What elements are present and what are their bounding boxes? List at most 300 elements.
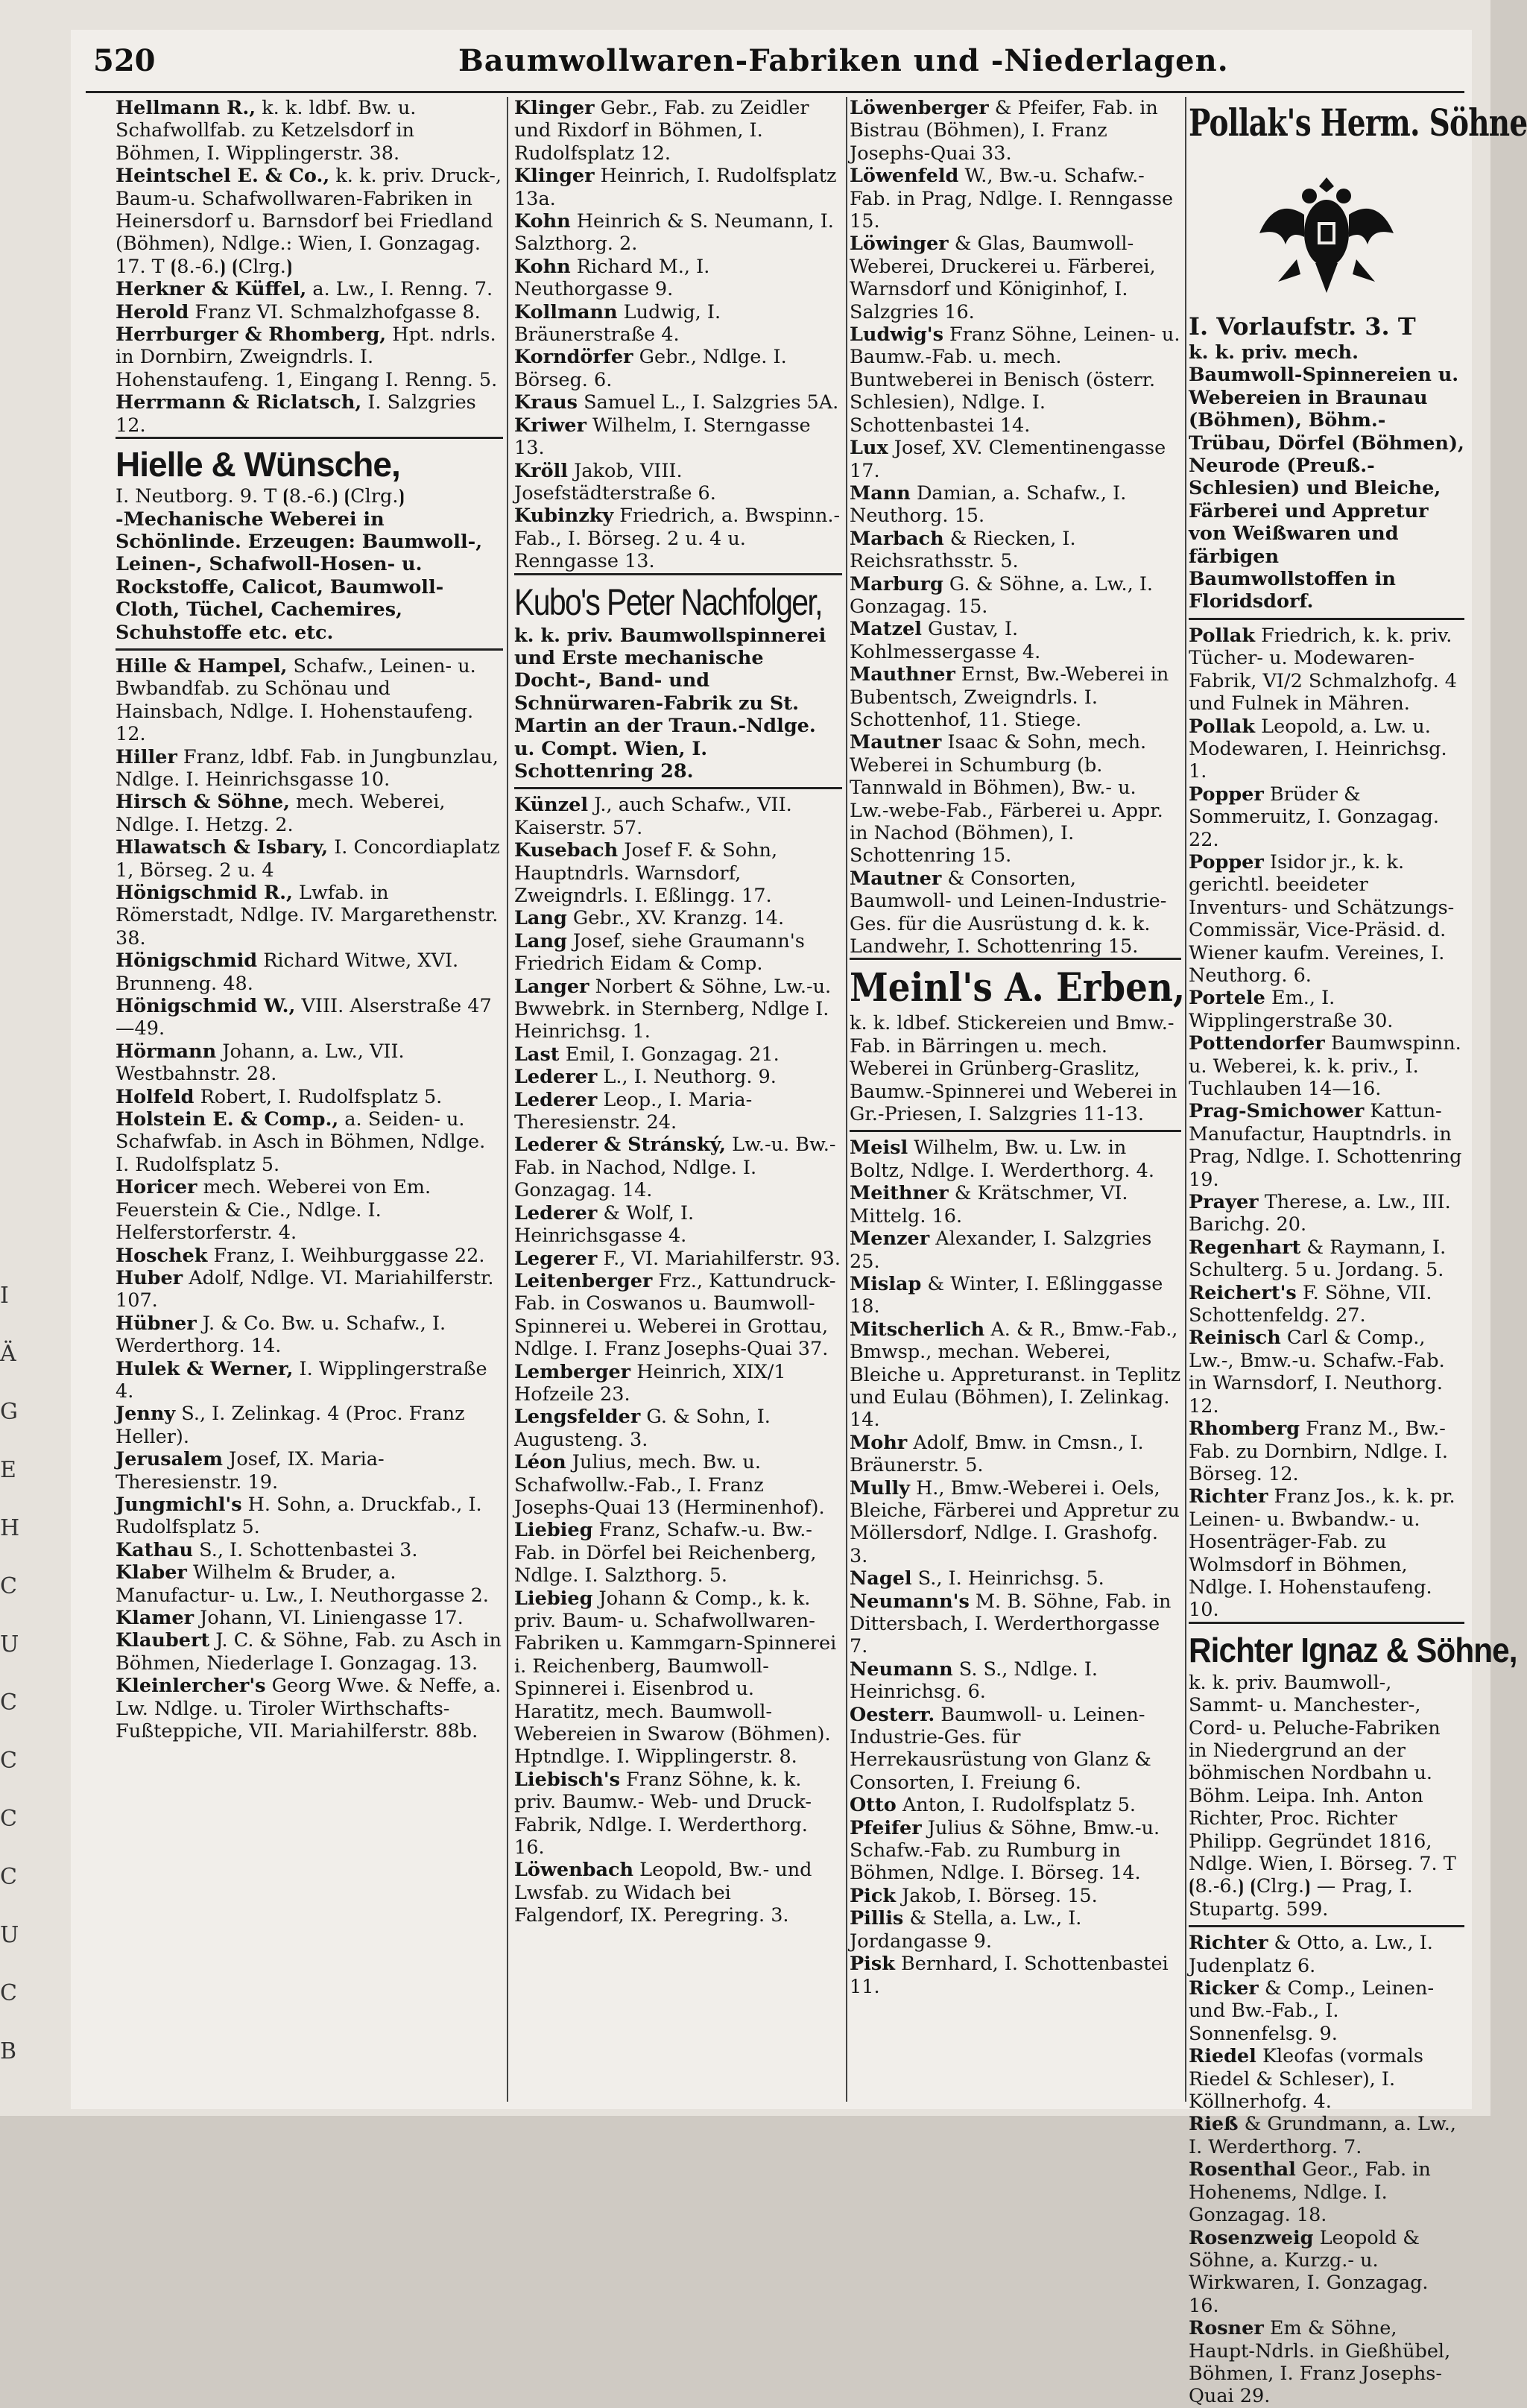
entry-details: Gebr., Fab. zu Zeidler und Rixdorf in Böhmen, I. Rudolfsplatz 12. [514,97,809,165]
entry-name: Oesterr. [850,1703,935,1726]
directory-entry [514,1066,842,1088]
column-2 [514,97,842,2102]
directory-entry [1189,1418,1464,1485]
directory-entry [1189,1100,1464,1191]
entry-details: Hpt. ndrls. in Dornbirn, Zweigndrls. I. Hohenstaufeng. 1, Eingang I. Renng. 5. [116,323,498,391]
margin-mark: U [0,1631,19,1658]
directory-entry [116,1494,503,1539]
entry-name: Popper [1189,783,1264,806]
entry-details: Robert, I. Rudolfsplatz 5. [194,1085,443,1108]
directory-entry [116,1312,503,1358]
directory-entry [850,1794,1181,1816]
directory-entry [514,1519,842,1587]
entry-name: Pollak [1189,715,1256,738]
directory-entry [514,414,842,460]
entry-name: Kröll [514,459,568,482]
advert-body: k. k. ldbef. Stickereien und Bmw.-Fab. in Bärringen u. mech. Weberei in Grünberg-Graslitz, Baumw.-Spinnerei und Weberei in Gr.-Priesen, I. Salzgries 11-13. [850,1012,1177,1126]
entry-name: Pick [850,1884,897,1907]
directory-entry [1189,625,1464,715]
margin-mark: E [0,1457,16,1483]
double-eagle-crest-icon [1256,162,1397,304]
advert-body: k. k. priv. mech. Baumwoll-Spinnereien u. Webereien in Braunau (Böhmen), Böhm.-Trübau, Dörfel (Böhmen), Neurode (Preuß.-Schlesien) und Bleiche, Färberei und Appretur von Weißwaren und färbigen Baumwollstoffen in Floridsdorf. [1189,341,1464,613]
entry-name: Prayer [1189,1191,1259,1214]
entry-name: Klinger [514,97,595,119]
entry-name: Jerusalem [116,1448,224,1471]
directory-entry [514,256,842,301]
entry-details: Julius, mech. Bw. u. Schafwollw.-Fab., I. Franz Josephs-Quai 13 (Herminenhof). [514,1451,825,1519]
kubo-advert [514,573,842,790]
entry-name: Lederer [514,1066,598,1089]
entry-name: Regenhart [1189,1236,1301,1259]
entry-details: Kattun-Manufactur, Hauptndrls. in Prag, Ndlge. I. Schottenring 19. [1189,1100,1462,1191]
directory-entry [116,1176,503,1244]
page-sheet [71,30,1527,2408]
entry-name: Ricker [1189,1977,1259,2000]
directory-entry [1189,2045,1464,2113]
entry-details: & Krätschmer, VI. Mittelg. 16. [850,1182,1128,1227]
entry-name: Künzel [514,794,589,817]
entry-name: Marburg [850,572,943,595]
advert-title: Meinl's A. Erben, [850,965,1186,1011]
entry-details: I. Wipplingerstraße 4. [116,1357,487,1403]
entry-details: Ludwig, I. Bräunerstraße 4. [514,300,721,347]
entry-name: Hille & Hampel, [116,654,288,677]
entry-name: Mislap [850,1272,922,1295]
entry-details: Damian, a. Schafw., I. Neuthorg. 15. [850,481,1127,528]
entry-details: G. & Sohn, I. Augusteng. 3. [514,1406,771,1451]
directory-entry [850,233,1181,323]
directory-entry [850,1907,1181,1953]
entry-name: Hellmann R., [116,97,256,119]
directory-entry [850,663,1181,731]
entry-details: S., I. Schottenbastei 3. [193,1538,418,1561]
directory-entry [1189,2317,1464,2408]
directory-entry [116,791,503,836]
entry-details: Franz Söhne, Leinen- u. Baumw.-Fab. u. mech. Buntweberei in Benisch (österr. Schlesien), Ndlge. I. Schottenbastei 14. [850,323,1180,437]
entry-name: Liebieg [514,1519,593,1542]
entry-details: Friedrich, k. k. priv. Tücher- u. Modewaren-Fabrik, VI/2 Schmalzhofg. 4 und Fulnek in Mähren. [1189,624,1458,715]
entry-name: Kubinzky [514,505,614,528]
entry-name: Kohn [514,210,571,233]
directory-entry [1189,2158,1464,2226]
entry-name: Klaber [116,1561,187,1584]
directory-entry [116,391,503,437]
entry-list [116,655,503,1743]
entry-details: H. Sohn, a. Druckfab., I. Rudolfsplatz 5. [116,1493,482,1539]
entry-name: Reichert's [1189,1281,1297,1304]
entry-details: Richard Witwe, XVI. Brunneng. 48. [116,949,459,995]
directory-entry [1189,1932,1464,1977]
hielle-advert [116,437,503,651]
directory-entry [1189,1191,1464,1236]
column-1 [116,97,503,2102]
directory-entry [514,301,842,347]
entry-list [514,97,842,573]
directory-entry [116,1629,503,1675]
entry-details: Norbert & Söhne, Lw.-u. Bwwebrk. in Sternberg, Ndlge I. Heinrichsg. 1. [514,975,832,1043]
entry-name: Hörmann [116,1040,217,1063]
directory-entry [116,746,503,791]
directory-entry [850,1590,1181,1658]
entry-details: F., VI. Mariahilferstr. 93. [597,1247,841,1270]
column-4 [1189,97,1527,2408]
directory-entry [116,1403,503,1448]
directory-entry [116,836,503,882]
entry-details: Samuel L., I. Salzgries 5A. [578,391,839,414]
margin-mark: C [0,1864,17,1890]
entry-details: Adolf, Ndlge. VI. Mariahilferstr. 107. [116,1266,494,1312]
directory-entry [850,618,1181,663]
entry-details: & Stella, a. Lw., I. Jordangasse 9. [850,1907,1082,1953]
advert-title: Hielle & Wünsche, [116,445,400,484]
entry-name: Matzel [850,618,922,641]
entry-details: Friedrich, a. Bwspinn.-Fab., I. Börseg. 2 u. 4 u. Renngasse 13. [514,505,841,573]
directory-entry [850,1227,1181,1273]
entry-name: Kleinlercher's [116,1675,266,1698]
entry-name: Hübner [116,1312,197,1335]
pollak-advert [1189,97,1527,620]
entry-details: J., auch Schafw., VII. Kaiserstr. 57. [514,794,792,839]
directory-entry [514,1270,842,1361]
entry-name: Kohn [514,255,571,278]
entry-details: A. & R., Bmw.-Fab., Bmwsp., mechan. Weberei, Bleiche u. Appreturanst. in Teplitz und Eulau (Böhmen), I. Zelinkag. 14. [850,1318,1181,1432]
entry-name: Kusebach [514,839,619,862]
entry-details: Em., I. Wipplingerstraße 30. [1189,987,1394,1032]
advert-body: -Mechanische Weberei in Schönlinde. Erzeugen: Baumwoll-, Leinen-, Schafwoll-Hosen- u. Rockstoffe, Calicot, Baumwoll-Cloth, Tüchel, Cachemires, Schuhstoffe etc. etc. [116,508,483,644]
entry-details: S., I. Zelinkag. 4 (Proc. Franz Heller). [116,1403,465,1448]
directory-entry [514,839,842,907]
entry-name: Lederer [514,1201,598,1224]
entry-details: Johann, VI. Liniengasse 17. [194,1607,464,1629]
directory-entry [514,907,842,929]
directory-entry [116,1267,503,1312]
entry-name: Otto [850,1794,897,1817]
entry-name: Mully [850,1476,910,1500]
entry-name: Hönigschmid [116,949,258,973]
directory-entry [116,1086,503,1108]
entry-name: Rosenzweig [1189,2226,1314,2249]
entry-name: Hönigschmid R., [116,882,293,904]
entry-name: Kriwer [514,414,587,437]
entry-details: Gebr., Ndlge. I. Börseg. 6. [514,346,787,391]
directory-entry [850,1432,1181,1477]
directory-entry [116,1245,503,1267]
entry-name: Neumann [850,1658,953,1681]
margin-mark: B [0,2038,17,2064]
entry-name: Pisk [850,1953,895,1976]
entry-name: Huber [116,1266,183,1289]
advert-title: Kubo's Peter Nachfolger, [514,581,822,623]
entry-name: Nagel [850,1567,912,1590]
page-header [71,37,1472,89]
directory-entry [116,278,503,300]
directory-entry [116,1675,503,1742]
entry-name: Jungmichl's [116,1493,242,1516]
entry-details: S., I. Heinrichsg. 5. [911,1567,1104,1590]
entry-name: Horicer [116,1176,197,1199]
entry-name: Mautner [850,867,942,890]
entry-details: Wilhelm & Bruder, a. Manufactur- u. Lw., I. Neuthorgasse 2. [116,1561,489,1607]
entry-details: & Consorten, Baumwoll- und Leinen-Industrie-Ges. für die Ausrüstung d. k. k. Landwehr, I. Schottenring 15. [850,867,1167,958]
directory-entry [514,1406,842,1451]
entry-details: L., I. Neuthorg. 9. [597,1066,777,1089]
entry-name: Mitscherlich [850,1318,985,1341]
entry-name: Pfeifer [850,1816,922,1839]
directory-entry [514,165,842,210]
directory-entry [116,1607,503,1629]
entry-name: Kathau [116,1538,194,1561]
entry-details: Franz Söhne, k. k. priv. Baumw.- Web- und Druck-Fabrik, Ndlge. I. Werderthorg. 16. [514,1768,812,1859]
directory-entry [850,573,1181,619]
entry-details: VIII. Alserstraße 47—49. [116,995,492,1040]
directory-entry [514,1361,842,1406]
entry-details: Schafw., Leinen- u. Bwbandfab. zu Schönau und Hainsbach, Ndlge. I. Hohenstaufeng. 12. [116,654,476,746]
entry-name: Klinger [514,165,595,188]
entry-name: Klamer [116,1607,195,1629]
entry-name: Lux [850,437,888,460]
directory-entry [514,1451,842,1519]
entry-details: Franz, Schafw.-u. Bw.-Fab. in Dörfel bei Reichenberg, Ndlge. I. Salzthorg. 5. [514,1519,817,1587]
margin-marks [0,1267,30,2081]
entry-details: Julius & Söhne, Bmw.-u. Schafw.-Fab. zu Rumburg in Böhmen, Ndlge. I. Börseg. 14. [850,1816,1160,1885]
entry-name: Leitenberger [514,1269,653,1292]
entry-name: Lemberger [514,1360,631,1383]
advert-body: k. k. priv. Baumwollspinnerei und Erste mechanische Docht-, Band- und Schnürwaren-Fabrik zu St. Martin an der Traun.-Ndlge. u. Compt. Wien, I. Schottenring 28. [514,624,826,783]
entry-details: Baumwoll- u. Leinen-Industrie-Ges. für Herrekausrüstung von Glanz & Consorten, I. Freiung 6. [850,1703,1151,1794]
entry-details: Gustav, I. Kohlmessergasse 4. [850,618,1041,663]
entry-name: Rosner [1189,2317,1264,2340]
entry-name: Lengsfelder [514,1406,641,1429]
column-3 [850,97,1186,2102]
entry-name: Herold [116,300,189,323]
margin-mark: Ä [0,1341,16,1367]
entry-name: Langer [514,975,589,998]
entry-details: Brüder & Sommeruitz, I. Gonzagag. 22. [1189,783,1439,851]
entry-details: F. Söhne, VII. Schottenfeldg. 27. [1189,1281,1432,1327]
directory-entry [514,1089,842,1134]
entry-details: Heinrich, I. Rudolfsplatz 13a. [514,165,837,210]
entry-list [1189,1932,1464,2408]
entry-details: Franz, ldbf. Fab. in Jungbunzlau, Ndlge. I. Heinrichsgasse 10. [116,745,499,791]
margin-mark: C [0,1573,17,1599]
directory-entry [116,882,503,949]
entry-name: Rieß [1189,2113,1239,2136]
entry-name: Mann [850,481,911,505]
entry-details: Anton, I. Rudolfsplatz 5. [896,1794,1136,1817]
margin-mark: H [0,1515,20,1541]
directory-entry [1189,1236,1464,1282]
directory-entry [1189,1282,1464,1327]
directory-entry [1189,715,1464,783]
advert-body: k. k. priv. Baumwoll-, Sammt- u. Manchester-, Cord- u. Peluche-Fabriken in Niedergrund an der böhmischen Nordbahn u. Böhm. Leipa. Inh. Anton Richter, Proc. Richter Philipp. Gegründet 1816, Ndlge. Wien, I. Börseg. 7. T ⦗8.-6.⦘ ⦗Clrg.⦘ — Prag, I. Stupartg. 599. [1189,1671,1456,1921]
margin-mark: G [0,1399,18,1425]
entry-name: Meisl [850,1137,908,1160]
directory-entry [514,460,842,505]
entry-details: Jakob, VIII. Josefstädterstraße 6. [514,459,716,505]
entry-details: Franz VI. Schmalzhofgasse 8. [189,300,481,323]
directory-entry [850,1817,1181,1885]
entry-name: Löwenbach [514,1859,634,1882]
entry-details: I. Salzgries 12. [116,391,476,437]
entry-name: Portele [1189,987,1265,1010]
entry-details: & Riecken, I. Reichsrathsstr. 5. [850,527,1076,573]
entry-details: mech. Weberei von Em. Feuerstein & Cie., Ndlge. I. Helferstorferstr. 4. [116,1176,431,1245]
margin-mark: C [0,1690,17,1716]
directory-entry [850,1182,1181,1227]
directory-entry [514,210,842,256]
entry-details: Kleofas (vormals Riedel & Schleser), I. Köllnerhofg. 4. [1189,2045,1423,2114]
directory-entry [514,1587,842,1769]
directory-entry [850,1477,1181,1568]
entry-details: & Comp., Leinen- und Bw.-Fab., I. Sonnenfelsg. 9. [1189,1977,1435,2045]
entry-details: Richard M., I. Neuthorgasse 9. [514,255,710,301]
entry-details: Bernhard, I. Schottenbastei 11. [850,1953,1169,1998]
entry-name: Hönigschmid W., [116,995,296,1018]
margin-mark: C [0,1980,17,2006]
directory-entry [116,1448,503,1494]
entry-details: & Glas, Baumwoll-Weberei, Druckerei u. Färberei, Warnsdorf und Königinhof, I. Salzgries 16. [850,233,1156,323]
directory-entry [850,165,1181,233]
meinl-advert [850,958,1186,1132]
directory-entry [116,97,503,165]
entry-name: Rosenthal [1189,2158,1296,2181]
entry-name: Lang [514,929,567,952]
advert-title: Richter Ignaz & Söhne, [1189,1630,1517,1669]
entry-details: & Winter, I. Eßlinggasse 18. [850,1272,1163,1318]
entry-details: Franz M., Bw.-Fab. zu Dornbirn, Ndlge. I. Börseg. 12. [1189,1418,1448,1485]
directory-entry [850,482,1181,528]
directory-entry [116,1539,503,1561]
entry-details: Leopold & Söhne, a. Kurzg.- u. Wirkwaren, I. Gonzagag. 16. [1189,2226,1429,2317]
entry-details: Frz., Kattundruck-Fab. in Coswanos u. Baumwoll-Spinnerei u. Weberei in Grottau, Ndlge. I. Franz Josephs-Quai 37. [514,1269,836,1361]
margin-mark: I [0,1283,9,1309]
directory-entry [1189,1977,1464,2045]
directory-entry [850,1704,1181,1795]
entry-details: Josef F. & Sohn, Hauptndrls. Warnsdorf, Zweigndrls. I. Eßlingg. 17. [514,839,778,907]
advert-address: I. Neutborg. 9. T ⦗8.-6.⦘ ⦗Clrg.⦘ [116,485,405,508]
entry-details: G. & Söhne, a. Lw., I. Gonzagag. 15. [850,572,1154,618]
directory-entry [850,1885,1181,1907]
entry-name: Lederer & Stránský, [514,1134,727,1157]
column-divider [1185,97,1186,2102]
entry-details: & Raymann, I. Schulterg. 5 u. Jordang. 5. [1189,1236,1447,1282]
advert-address: I. Vorlaufstr. 3. T [1189,312,1416,341]
entry-details: a. Lw., I. Renng. 7. [306,278,493,301]
directory-entry [850,1953,1181,1998]
entry-details: Alexander, I. Salzgries 25. [850,1227,1152,1273]
entry-name: Kraus [514,391,578,414]
entry-name: Prag-Smichower [1189,1100,1365,1123]
directory-entry [1189,1327,1464,1418]
directory-entry [514,346,842,391]
entry-details: & Grundmann, a. Lw., I. Werderthorg. 7. [1189,2113,1456,2158]
entry-name: Klaubert [116,1629,210,1652]
directory-entry [116,1040,503,1086]
entry-details: Franz Jos., k. k. pr. Leinen- u. Bwbandw.- u. Hosenträger-Fab. zu Wolmsdorf in Böhmen, Ndlge. I. Hohenstaufeng. 10. [1189,1485,1455,1622]
directory-entry [1189,987,1464,1032]
entry-list [850,1137,1181,1997]
directory-entry [850,437,1181,482]
entry-name: Riedel [1189,2045,1256,2068]
entry-name: Meithner [850,1182,949,1205]
entry-name: Hlawatsch & Isbary, [116,836,329,859]
entry-name: Herkner & Küffel, [116,278,307,301]
entry-details: Geor., Fab. in Hohenems, Ndlge. I. Gonzagag. 18. [1189,2158,1431,2227]
entry-details: & Pfeifer, Fab. in Bistrau (Böhmen), I. Franz Josephs-Quai 33. [850,97,1158,165]
entry-name: Löwinger [850,233,949,256]
entry-details: Leopold, Bw.- und Lwsfab. zu Widach bei Falgendorf, IX. Peregring. 3. [514,1859,812,1927]
directory-entry [514,976,842,1043]
entry-details: & Otto, a. Lw., I. Judenplatz 6. [1189,1932,1433,1977]
directory-entry [116,1108,503,1176]
entry-name: Löwenfeld [850,165,959,188]
directory-entry [116,949,503,995]
entry-name: Holstein E. & Comp., [116,1108,339,1131]
entry-name: Lederer [514,1088,598,1111]
directory-entry [850,1137,1181,1182]
directory-entry [116,995,503,1040]
entry-details: S. S., Ndlge. I. Heinrichsg. 6. [850,1658,1098,1704]
directory-entry [850,731,1181,867]
entry-list [514,794,842,1927]
entry-details: I. Concordiaplatz 1, Börseg. 2 u. 4 [116,836,500,882]
directory-entry [850,528,1181,573]
entry-details: a. Seiden- u. Schafwfab. in Asch in Böhmen, Ndlge. I. Rudolfsplatz 5. [116,1108,486,1176]
entry-name: Liebieg [514,1587,593,1610]
directory-entry [116,1561,503,1607]
entry-details: Johann & Comp., k. k. priv. Baum- u. Schafwollwaren-Fabriken u. Kammgarn-Spinnerei i. Reichenberg, Baumwoll-Spinnerei i. Eisenbrod u. Haratitz, mech. Baumwoll-Webereien in Swarow (Böhmen). Hptndlge. I. Wipplingerstr. 8. [514,1587,837,1769]
entry-name: Popper [1189,850,1264,873]
directory-entry [850,1318,1181,1432]
entry-details: Josef, IX. Maria-Theresienstr. 19. [116,1448,385,1494]
margin-mark: C [0,1806,17,1832]
entry-details: Heinrich, XIX/1 Hofzeile 23. [514,1360,786,1406]
entry-details: Georg Wwe. & Neffe, a. Lw. Ndlge. u. Tiroler Wirthschafts-Fußteppiche, VII. Mariahilferstr. 88b. [116,1675,502,1743]
entry-name: Mautner [850,731,942,754]
margin-mark: C [0,1748,17,1774]
entry-details: & Wolf, I. Heinrichsgasse 4. [514,1201,695,1248]
entry-details: M. B. Söhne, Fab. in Dittersbach, I. Werderthorgasse 7. [850,1590,1172,1658]
entry-name: Mauthner [850,663,955,686]
entry-details: Franz, I. Weihburggasse 22. [207,1244,485,1267]
entry-details: W., Bw.-u. Schafw.-Fab. in Prag, Ndlge. I. Renngasse 15. [850,165,1174,233]
entry-name: Legerer [514,1247,598,1270]
entry-name: Kollmann [514,300,618,323]
directory-entry [850,1273,1181,1318]
entry-list [116,97,503,437]
directory-entry [1189,1032,1464,1100]
directory-entry [514,391,842,414]
entry-details: Carl & Comp., Lw.-, Bmw.-u. Schafw.-Fab. in Warnsdorf, I. Neuthorg. 12. [1189,1327,1445,1418]
entry-details: Isidor jr., k. k. gerichtl. beeideter Inventurs- und Schätzungs-Commissär, Vice-Präsid. d. Wiener kaufm. Vereines, I. Neuthorg. 6. [1189,850,1455,987]
entry-details: Heinrich & S. Neumann, I. Salzthorg. 2. [514,210,834,256]
entry-details: k. k. priv. Druck-, Baum-u. Schafwollwaren-Fabriken in Heinersdorf u. Barnsdorf bei Friedland (Böhmen), Ndlge.: Wien, I. Gonzagag. 17. T ⦗8.-6.⦘ ⦗Clrg.⦘ [116,165,502,278]
entry-details: Therese, a. Lw., III. Barichg. 20. [1189,1191,1451,1236]
entry-name: Rhomberg [1189,1418,1300,1441]
directory-entry [514,1769,842,1859]
directory-entry [514,1134,842,1201]
directory-entry [514,97,842,165]
entry-details: Leopold, a. Lw. u. Modewaren, I. Heinrichsg. 1. [1189,715,1447,783]
directory-entry [850,1567,1181,1590]
entry-details: H., Bmw.-Weberei i. Oels, Bleiche, Färberei und Appretur zu Möllersdorf, Ndlge. I. Grashofg. 3. [850,1476,1180,1567]
directory-entry [850,1658,1181,1704]
directory-entry [116,655,503,746]
entry-name: Marbach [850,527,944,550]
entry-name: Löwenberger [850,97,989,119]
header-rule [86,91,1464,93]
directory-entry [514,930,842,976]
